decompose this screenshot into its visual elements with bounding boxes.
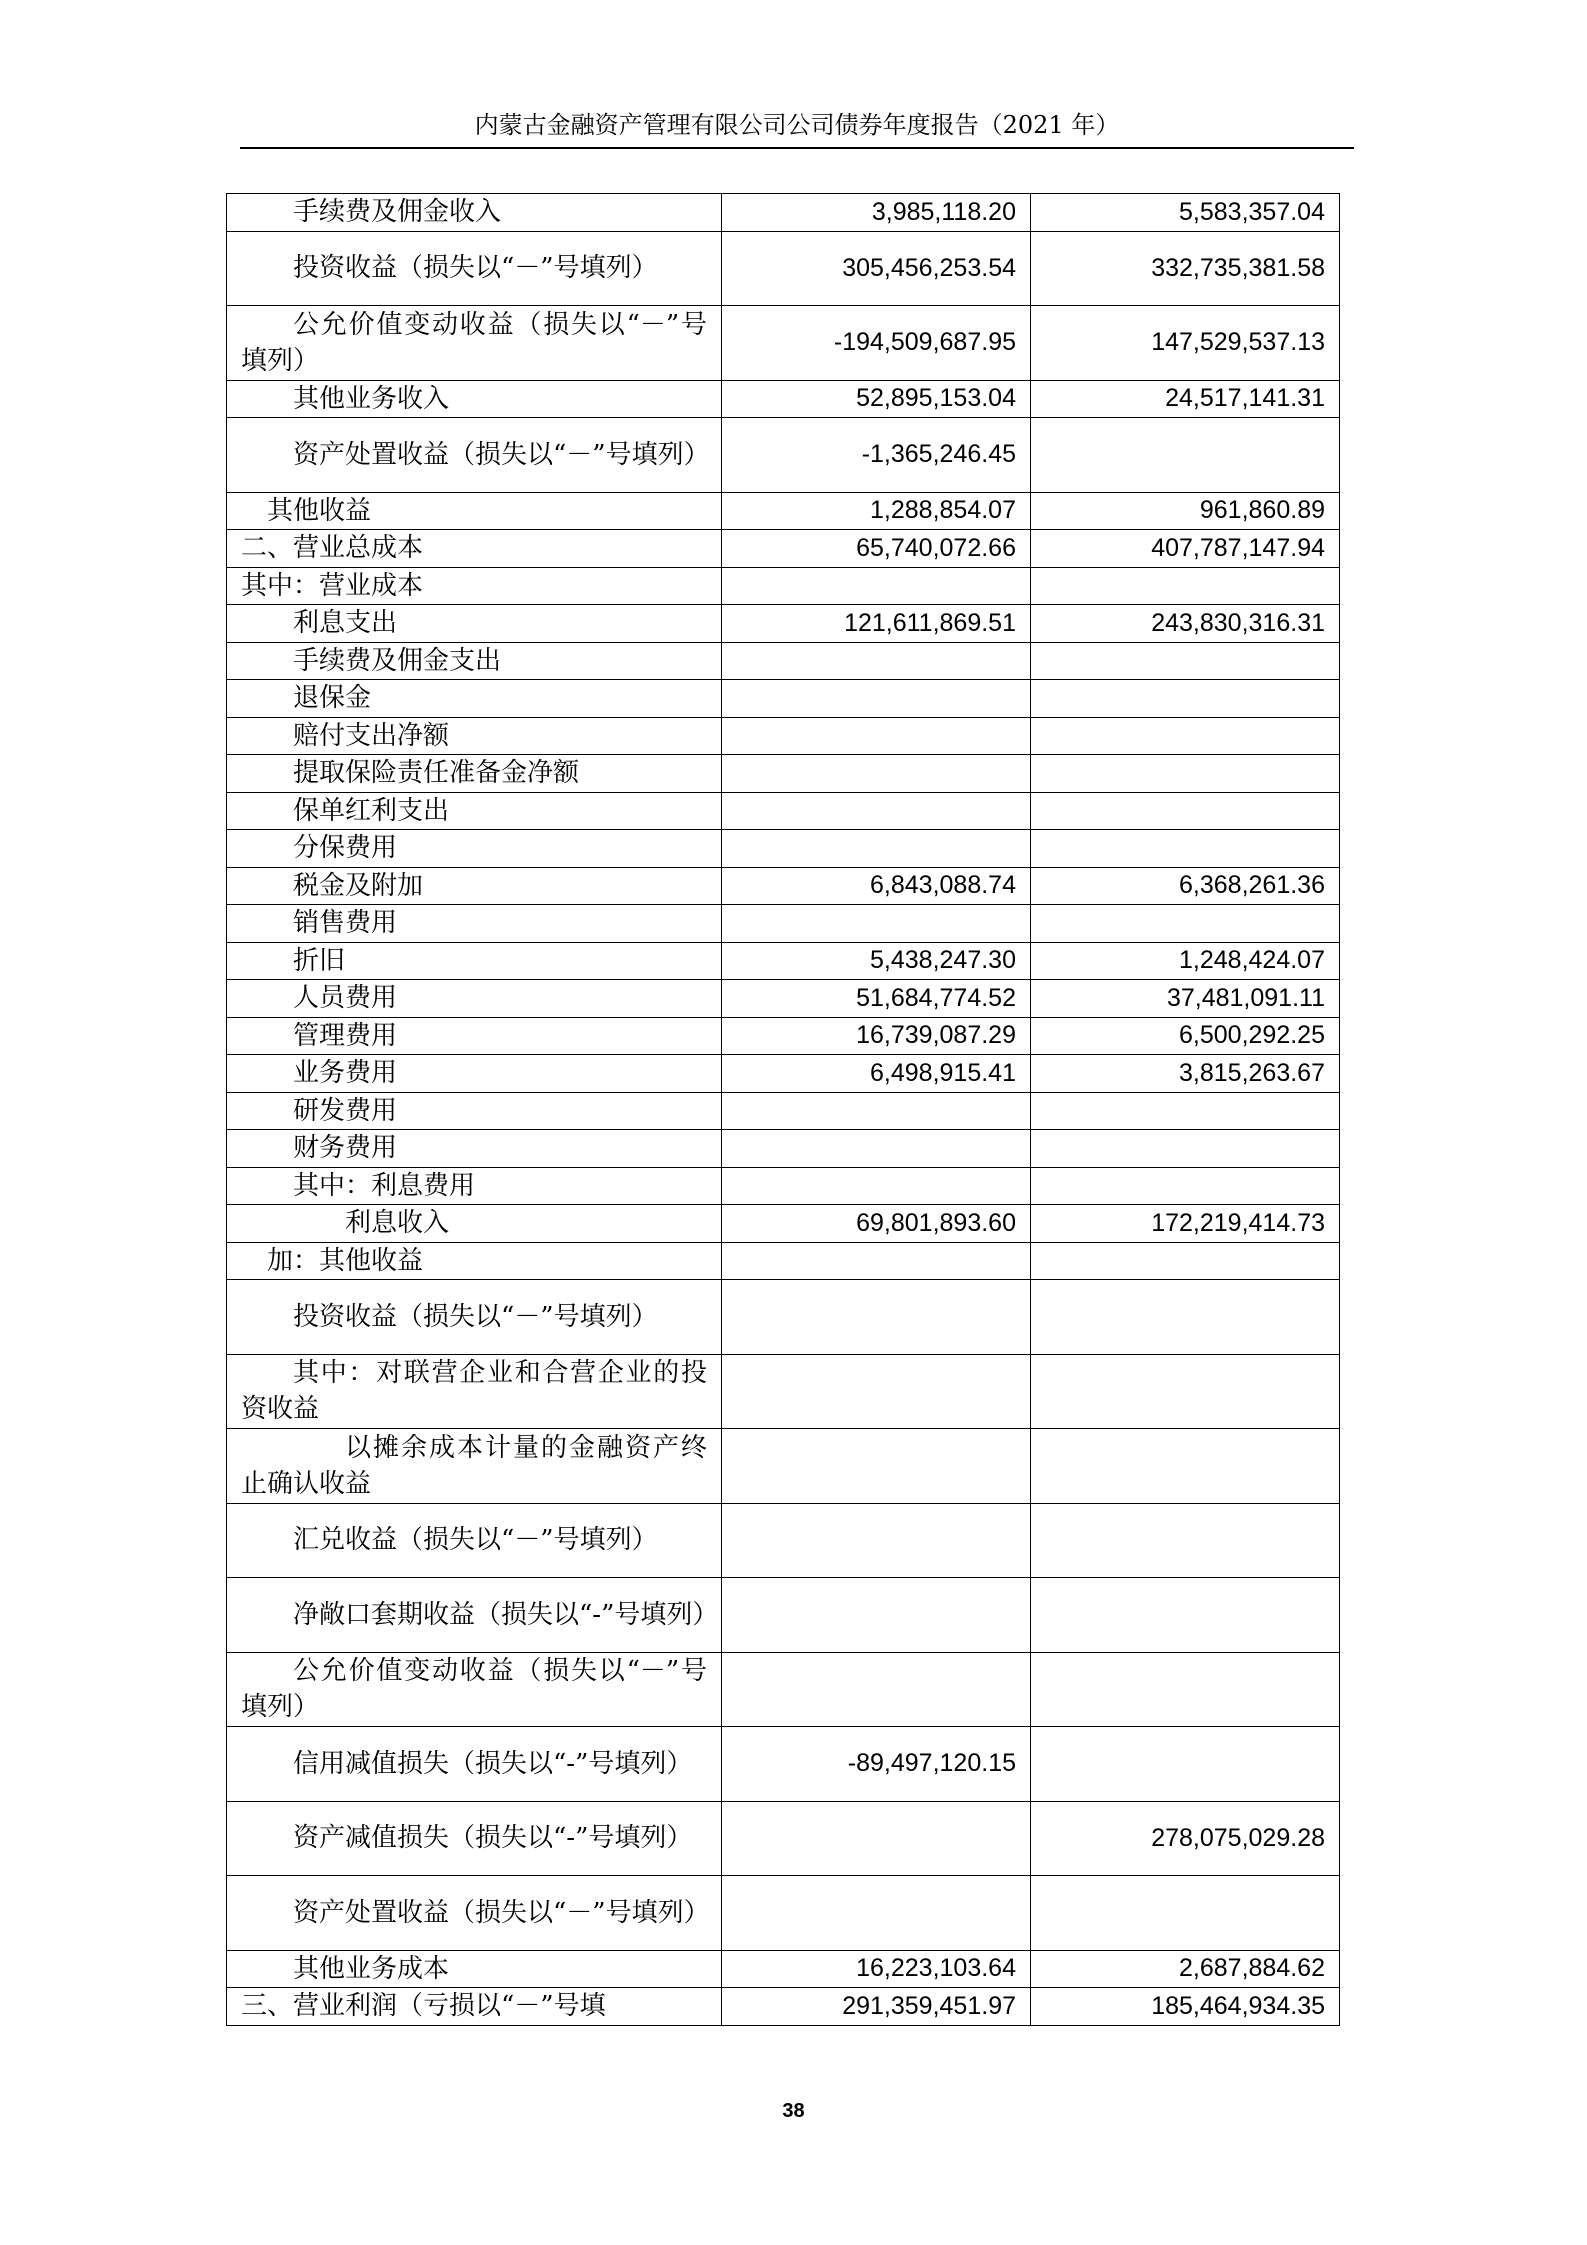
table-row: [227, 1503, 1340, 1578]
table-row: [227, 1092, 1340, 1130]
table-row: [227, 1280, 1340, 1355]
previous-period-value: 147,529,537.13: [1031, 306, 1340, 381]
current-period-value: [722, 1876, 1031, 1951]
previous-period-value: [1031, 1429, 1340, 1504]
previous-period-value: 3,815,263.67: [1031, 1055, 1340, 1093]
previous-period-value: 6,368,261.36: [1031, 867, 1340, 905]
table-body: [227, 194, 1340, 2026]
row-label: 其中：对联营企业和合营企业的投资收益: [227, 1354, 722, 1429]
current-period-value: [722, 1354, 1031, 1429]
row-label: 保单红利支出: [227, 792, 722, 830]
table-row: [227, 792, 1340, 830]
previous-period-value: 1,248,424.07: [1031, 942, 1340, 980]
row-label: 退保金: [227, 680, 722, 718]
current-period-value: [722, 567, 1031, 605]
row-label: 资产减值损失（损失以“-”号填列）: [227, 1801, 722, 1876]
table-row: [227, 530, 1340, 568]
table-row: [227, 418, 1340, 493]
current-period-value: 291,359,451.97: [722, 1988, 1031, 2026]
row-label: 资产处置收益（损失以“－”号填列）: [227, 1876, 722, 1951]
table-row: [227, 1429, 1340, 1504]
current-period-value: 1,288,854.07: [722, 492, 1031, 530]
row-label: 加：其他收益: [227, 1242, 722, 1280]
table-row: [227, 1578, 1340, 1653]
table-row: [227, 1652, 1340, 1727]
previous-period-value: 332,735,381.58: [1031, 231, 1340, 306]
table-row: [227, 1876, 1340, 1951]
table-row: [227, 492, 1340, 530]
previous-period-value: 243,830,316.31: [1031, 605, 1340, 643]
table-row: [227, 642, 1340, 680]
table-row: [227, 867, 1340, 905]
row-label: 利息支出: [227, 605, 722, 643]
row-label: 资产处置收益（损失以“－”号填列）: [227, 418, 722, 493]
current-period-value: 52,895,153.04: [722, 380, 1031, 418]
row-label: 利息收入: [227, 1205, 722, 1243]
table-row: [227, 194, 1340, 232]
row-label: 投资收益（损失以“－”号填列）: [227, 1280, 722, 1355]
current-period-value: [722, 1242, 1031, 1280]
current-period-value: [722, 905, 1031, 943]
previous-period-value: [1031, 1167, 1340, 1205]
row-label: 其他收益: [227, 492, 722, 530]
current-period-value: -89,497,120.15: [722, 1727, 1031, 1802]
current-period-value: 6,843,088.74: [722, 867, 1031, 905]
current-period-value: [722, 1801, 1031, 1876]
current-period-value: 69,801,893.60: [722, 1205, 1031, 1243]
row-label: 其中：营业成本: [227, 567, 722, 605]
table-row: [227, 567, 1340, 605]
current-period-value: [722, 1092, 1031, 1130]
current-period-value: [722, 1652, 1031, 1727]
previous-period-value: [1031, 1727, 1340, 1802]
row-label: 提取保险责任准备金净额: [227, 755, 722, 793]
row-label: 二、营业总成本: [227, 530, 722, 568]
header-divider: [240, 147, 1354, 149]
previous-period-value: [1031, 1578, 1340, 1653]
current-period-value: 3,985,118.20: [722, 194, 1031, 232]
table-row: [227, 231, 1340, 306]
row-label: 三、营业利润（亏损以“－”号填: [227, 1988, 722, 2026]
previous-period-value: 2,687,884.62: [1031, 1950, 1340, 1988]
table-row: [227, 1354, 1340, 1429]
table-row: [227, 1242, 1340, 1280]
row-label: 汇兑收益（损失以“－”号填列）: [227, 1503, 722, 1578]
previous-period-value: 407,787,147.94: [1031, 530, 1340, 568]
table-row: [227, 306, 1340, 381]
row-label: 研发费用: [227, 1092, 722, 1130]
row-label: 人员费用: [227, 980, 722, 1018]
table-row: [227, 717, 1340, 755]
table-row: [227, 980, 1340, 1018]
current-period-value: [722, 1429, 1031, 1504]
current-period-value: [722, 830, 1031, 868]
table-row: [227, 1205, 1340, 1243]
current-period-value: [722, 1578, 1031, 1653]
current-period-value: 65,740,072.66: [722, 530, 1031, 568]
table-row: [227, 1130, 1340, 1168]
current-period-value: -1,365,246.45: [722, 418, 1031, 493]
current-period-value: [722, 1280, 1031, 1355]
row-label: 其他业务成本: [227, 1950, 722, 1988]
row-label: 公允价值变动收益（损失以“－”号填列）: [227, 1652, 722, 1727]
table-row: [227, 380, 1340, 418]
previous-period-value: [1031, 905, 1340, 943]
income-statement-table: [226, 193, 1339, 2026]
previous-period-value: 37,481,091.11: [1031, 980, 1340, 1018]
row-label: 净敞口套期收益（损失以“-”号填列）: [227, 1578, 722, 1653]
row-label: 财务费用: [227, 1130, 722, 1168]
current-period-value: [722, 680, 1031, 718]
table-row: [227, 1950, 1340, 1988]
previous-period-value: 961,860.89: [1031, 492, 1340, 530]
row-label: 手续费及佣金收入: [227, 194, 722, 232]
previous-period-value: [1031, 1092, 1340, 1130]
previous-period-value: [1031, 792, 1340, 830]
previous-period-value: [1031, 755, 1340, 793]
previous-period-value: [1031, 1503, 1340, 1578]
current-period-value: 305,456,253.54: [722, 231, 1031, 306]
current-period-value: 16,739,087.29: [722, 1017, 1031, 1055]
row-label: 税金及附加: [227, 867, 722, 905]
table-row: [227, 942, 1340, 980]
current-period-value: 51,684,774.52: [722, 980, 1031, 1018]
table-row: [227, 1801, 1340, 1876]
row-label: 销售费用: [227, 905, 722, 943]
row-label: 手续费及佣金支出: [227, 642, 722, 680]
current-period-value: 6,498,915.41: [722, 1055, 1031, 1093]
current-period-value: [722, 717, 1031, 755]
previous-period-value: [1031, 1354, 1340, 1429]
previous-period-value: [1031, 717, 1340, 755]
table-row: [227, 905, 1340, 943]
row-label: 信用减值损失（损失以“-”号填列）: [227, 1727, 722, 1802]
table-row: [227, 1988, 1340, 2026]
row-label: 其中：利息费用: [227, 1167, 722, 1205]
row-label: 分保费用: [227, 830, 722, 868]
previous-period-value: [1031, 1280, 1340, 1355]
table-row: [227, 1055, 1340, 1093]
row-label: 投资收益（损失以“－”号填列）: [227, 231, 722, 306]
current-period-value: 5,438,247.30: [722, 942, 1031, 980]
previous-period-value: 6,500,292.25: [1031, 1017, 1340, 1055]
table-row: [227, 755, 1340, 793]
previous-period-value: [1031, 830, 1340, 868]
table-row: [227, 830, 1340, 868]
previous-period-value: [1031, 1876, 1340, 1951]
previous-period-value: 185,464,934.35: [1031, 1988, 1340, 2026]
table-row: [227, 1727, 1340, 1802]
table-row: [227, 605, 1340, 643]
previous-period-value: [1031, 680, 1340, 718]
table-row: [227, 1017, 1340, 1055]
previous-period-value: 278,075,029.28: [1031, 1801, 1340, 1876]
report-header: 内蒙古金融资产管理有限公司公司债券年度报告（2021 年）: [474, 111, 1120, 139]
row-label: 赔付支出净额: [227, 717, 722, 755]
previous-period-value: 5,583,357.04: [1031, 194, 1340, 232]
previous-period-value: [1031, 1652, 1340, 1727]
table-row: [227, 680, 1340, 718]
row-label: 以摊余成本计量的金融资产终止确认收益: [227, 1429, 722, 1504]
previous-period-value: [1031, 1130, 1340, 1168]
row-label: 其他业务收入: [227, 380, 722, 418]
current-period-value: -194,509,687.95: [722, 306, 1031, 381]
row-label: 业务费用: [227, 1055, 722, 1093]
current-period-value: [722, 1167, 1031, 1205]
row-label: 公允价值变动收益（损失以“－”号填列）: [227, 306, 722, 381]
previous-period-value: 172,219,414.73: [1031, 1205, 1340, 1243]
previous-period-value: [1031, 567, 1340, 605]
current-period-value: [722, 1130, 1031, 1168]
previous-period-value: 24,517,141.31: [1031, 380, 1340, 418]
current-period-value: [722, 792, 1031, 830]
current-period-value: [722, 642, 1031, 680]
row-label: 管理费用: [227, 1017, 722, 1055]
page-number: 38: [782, 2100, 805, 2122]
current-period-value: 121,611,869.51: [722, 605, 1031, 643]
row-label: 折旧: [227, 942, 722, 980]
previous-period-value: [1031, 418, 1340, 493]
table-row: [227, 1167, 1340, 1205]
previous-period-value: [1031, 642, 1340, 680]
previous-period-value: [1031, 1242, 1340, 1280]
current-period-value: 16,223,103.64: [722, 1950, 1031, 1988]
current-period-value: [722, 755, 1031, 793]
current-period-value: [722, 1503, 1031, 1578]
